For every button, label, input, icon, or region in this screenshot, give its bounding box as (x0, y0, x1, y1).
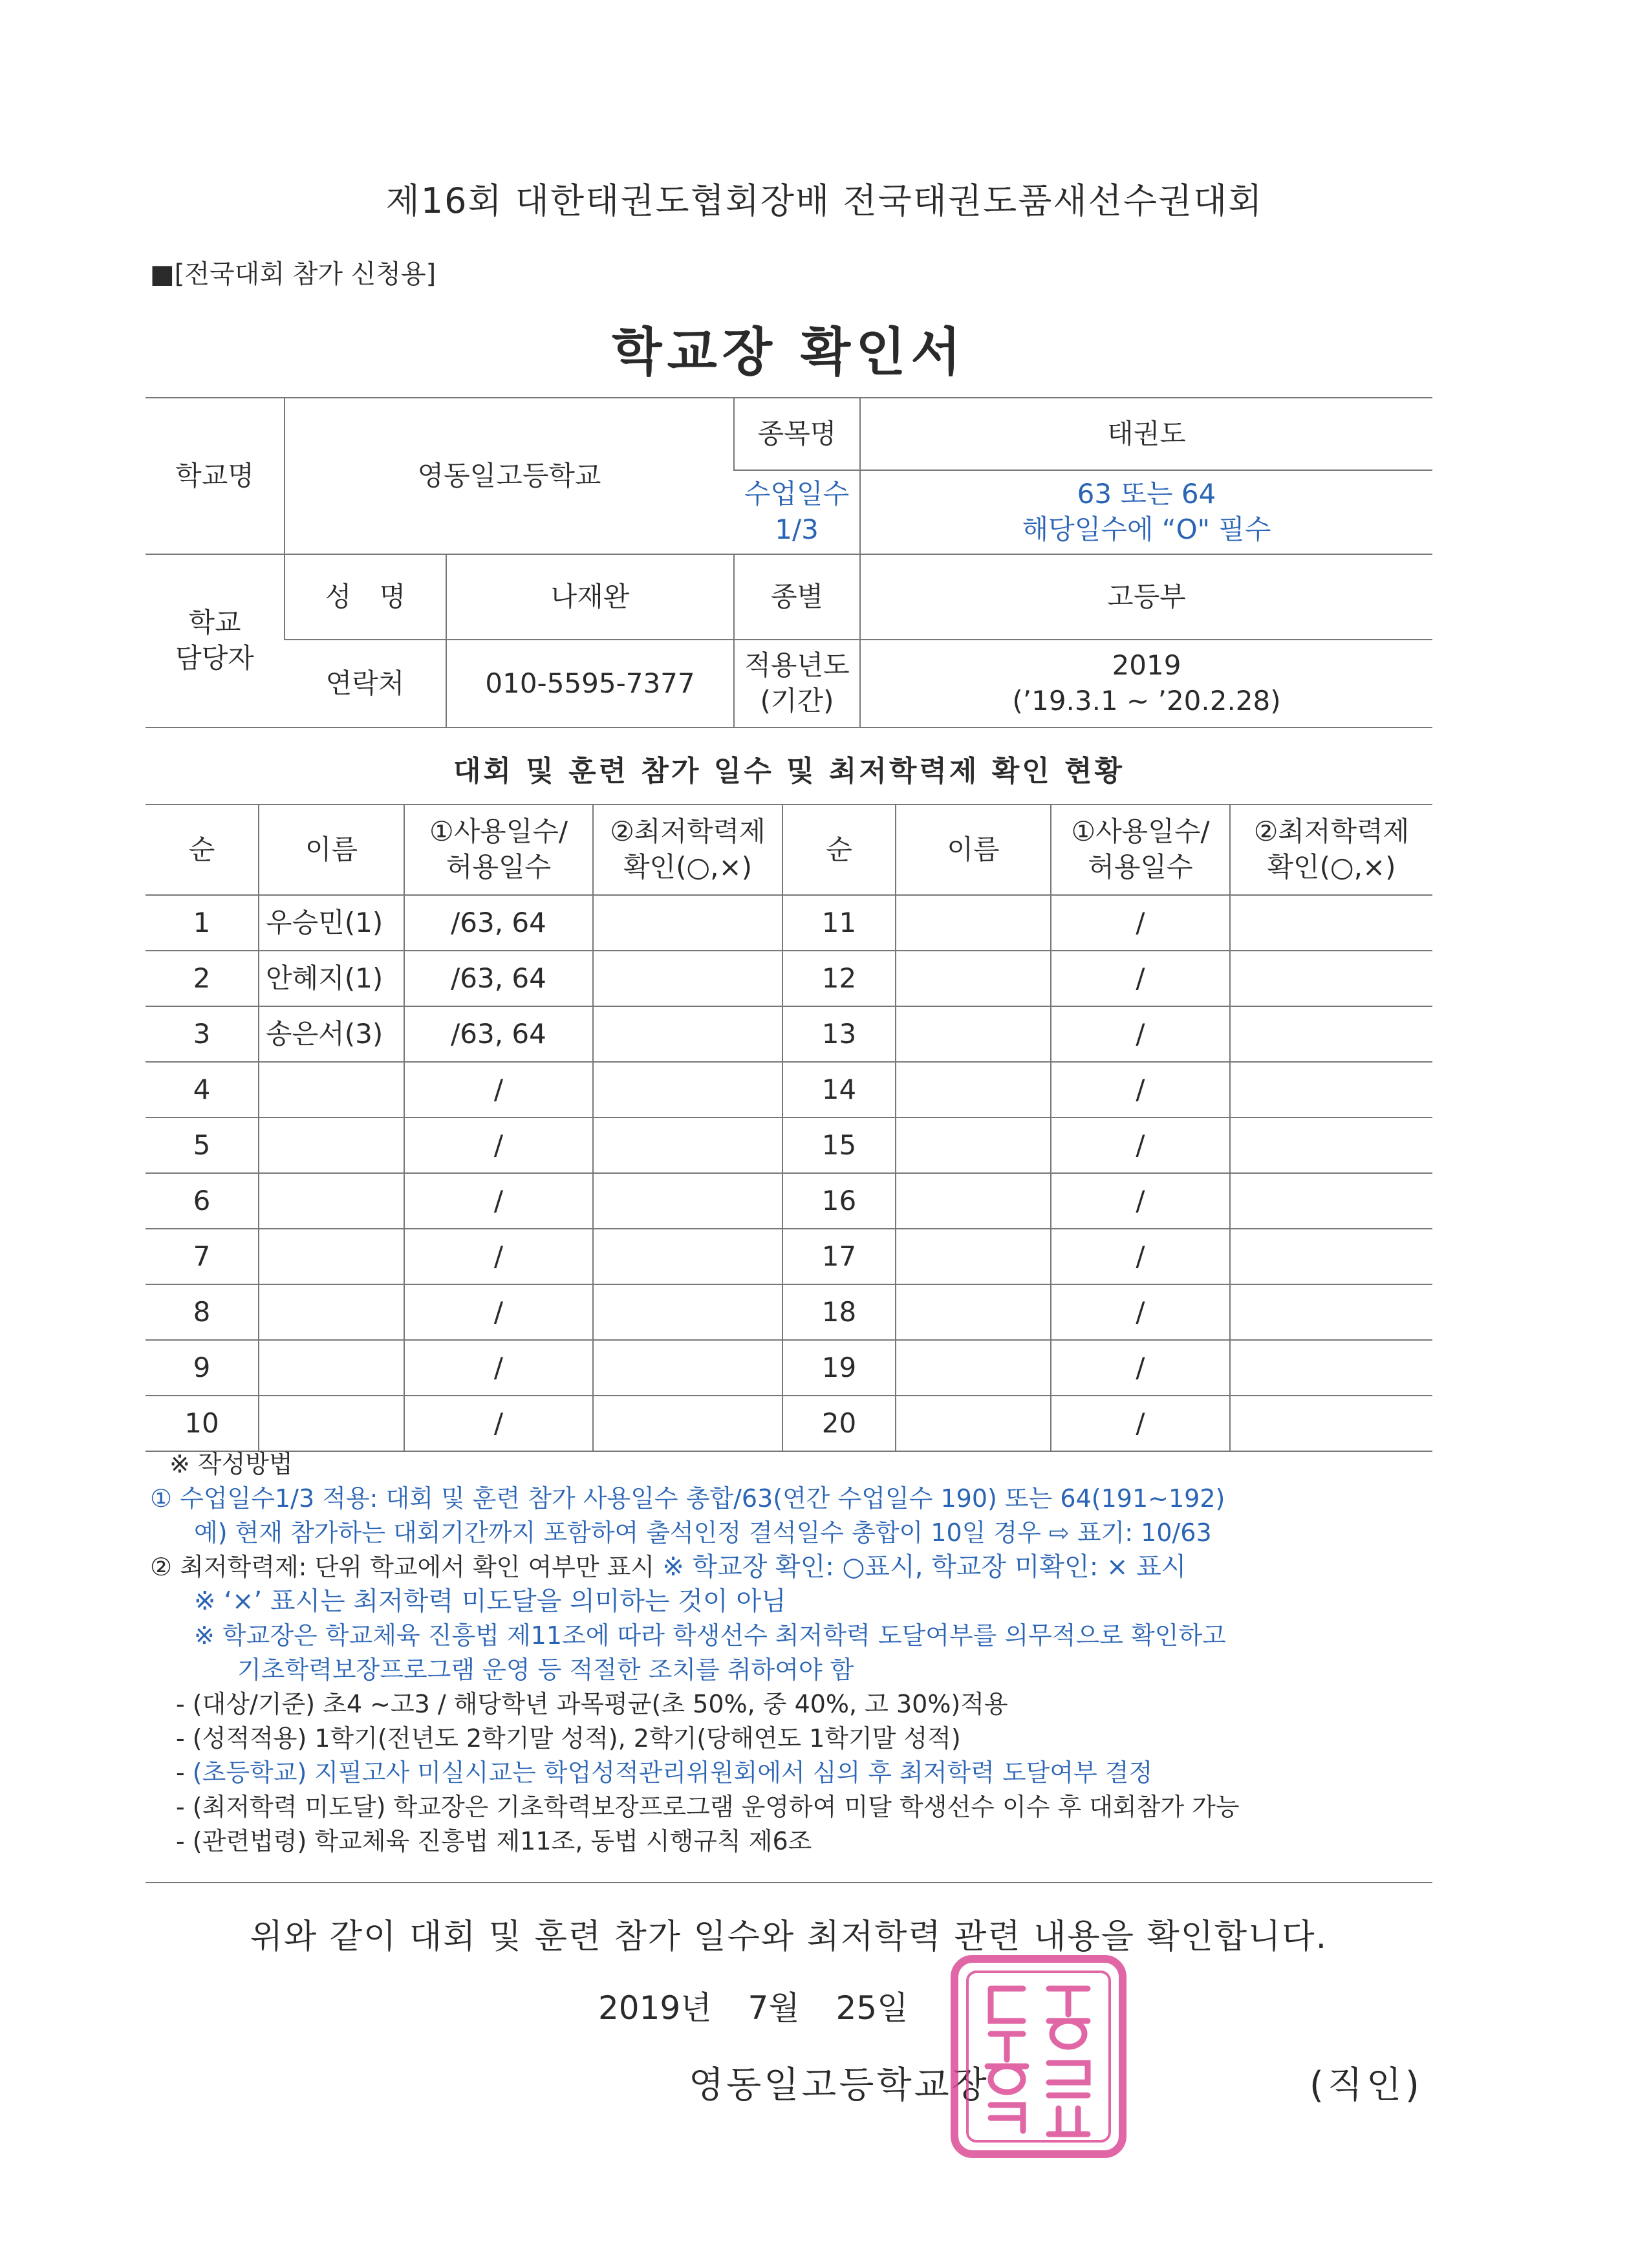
roster-days: / (1051, 1062, 1230, 1118)
table-row (146, 1229, 1432, 1284)
roster-name (259, 1173, 404, 1229)
col-days-left-line2: 허용일수 (446, 851, 552, 883)
roster-name (896, 1340, 1051, 1396)
col-no-left: 순 (146, 805, 259, 895)
contact-person-label (146, 554, 285, 728)
roster-days: /63, 64 (404, 1006, 593, 1062)
year-label-line2: (기간) (760, 685, 834, 717)
roster-check (1230, 895, 1432, 951)
roster-check (1230, 1284, 1432, 1340)
roster-no: 18 (782, 1284, 896, 1340)
table-row (146, 1062, 1432, 1118)
phone-label: 연락처 (285, 640, 446, 728)
roster-days: / (404, 1340, 593, 1396)
category-value: 고등부 (860, 554, 1432, 640)
roster-check (593, 1118, 782, 1173)
note-7-dash: - (176, 1758, 193, 1787)
roster-days: / (404, 1396, 593, 1451)
seal-border (954, 1959, 1123, 2154)
school-name-label: 학교명 (146, 398, 285, 554)
event-label: 종목명 (734, 398, 860, 470)
year-label (734, 640, 860, 728)
roster-no: 12 (782, 951, 896, 1006)
roster-name: 송은서(3) (259, 1006, 404, 1062)
note-3: ※ ‘×’ 표시는 최저학력 미도달을 의미하는 것이 아님 (194, 1586, 786, 1616)
roster-name (259, 1284, 404, 1340)
table-row (146, 1340, 1432, 1396)
contact-person-label-line2: 담당자 (175, 642, 254, 674)
participation-roster-table (146, 804, 1432, 1452)
roster-no: 7 (146, 1229, 259, 1284)
roster-no: 3 (146, 1006, 259, 1062)
writing-instructions (150, 1447, 1443, 1859)
table-row (146, 1284, 1432, 1340)
roster-check (593, 1229, 782, 1284)
school-days-value-line2: 해당일수에 “O" 필수 (1022, 513, 1271, 545)
roster-days: / (404, 1229, 593, 1284)
document-title: 학교장 확인서 (612, 322, 966, 382)
roster-name (896, 1396, 1051, 1451)
roster-days: / (404, 1284, 593, 1340)
roster-no: 1 (146, 895, 259, 951)
note-2-prefix: ② 최저학력제: 단위 학교에서 확인 여부만 표시 (150, 1553, 655, 1581)
roster-no: 16 (782, 1173, 896, 1229)
note-9: - (관련법령) 학교체육 진흥법 제11조, 동법 시행규칙 제6조 (176, 1827, 812, 1855)
roster-check (1230, 1340, 1432, 1396)
phone-value: 010-5595-7377 (446, 640, 734, 728)
roster-check (1230, 1006, 1432, 1062)
roster-no: 8 (146, 1284, 259, 1340)
roster-no: 10 (146, 1396, 259, 1451)
roster-name (896, 1173, 1051, 1229)
roster-name (896, 1006, 1051, 1062)
notes-heading: ※ 작성방법 (169, 1450, 293, 1478)
roster-days: / (1051, 951, 1230, 1006)
school-info-table (146, 397, 1432, 728)
issue-date: 2019년 7월 25일 (598, 1989, 909, 2027)
table-row (146, 1006, 1432, 1062)
roster-check (593, 1284, 782, 1340)
roster-check (1230, 1118, 1432, 1173)
school-days-label-line1: 수업일수 (744, 478, 850, 510)
roster-no: 14 (782, 1062, 896, 1118)
roster-check (593, 1396, 782, 1451)
roster-check (593, 1062, 782, 1118)
roster-days: /63, 64 (404, 895, 593, 951)
roster-name: 안혜지(1) (259, 951, 404, 1006)
year-label-line1: 적용년도 (744, 649, 850, 682)
form-tag: ■[전국대회 참가 신청용] (150, 259, 436, 289)
roster-check (593, 1006, 782, 1062)
note-7-blue: (초등학교) 지필고사 미실시교는 학업성적관리위원회에서 심의 후 최저학력 도달여부 결정 (192, 1758, 1153, 1787)
roster-days: / (1051, 1396, 1230, 1451)
event-value: 태권도 (860, 398, 1432, 470)
roster-check (593, 1340, 782, 1396)
col-days-right-line1: ①사용일수/ (1071, 815, 1210, 848)
note-5: - (대상/기준) 초4 ~고3 / 해당학년 과목평균(초 50%, 중 40%, 고 30%)적용 (176, 1690, 1008, 1718)
roster-no: 9 (146, 1340, 259, 1396)
year-value (860, 640, 1432, 728)
roster-no: 19 (782, 1340, 896, 1396)
notes-bottom-rule (146, 1882, 1432, 1883)
roster-name (896, 1284, 1051, 1340)
roster-days: / (1051, 895, 1230, 951)
col-check-left-line1: ②최저학력제 (610, 815, 766, 848)
col-no-right: 순 (782, 805, 896, 895)
roster-name (896, 1229, 1051, 1284)
roster-days: / (1051, 1118, 1230, 1173)
note-1b: 예) 현재 참가하는 대회기간까지 포함하여 출석인정 결석일수 총합이 10일 경우 ⇨ 표기: 10/63 (194, 1518, 1212, 1547)
roster-check (1230, 1173, 1432, 1229)
name-label: 성 명 (285, 554, 446, 640)
principal-title: 영동일고등학교장 (689, 2064, 989, 2106)
roster-days: / (404, 1118, 593, 1173)
roster-check (593, 895, 782, 951)
col-days-left-line1: ①사용일수/ (429, 815, 568, 848)
roster-body (146, 895, 1432, 1451)
contact-person-label-line1: 학교 (188, 607, 241, 639)
roster-header-row (146, 805, 1432, 895)
seal-glyphs (987, 1989, 1088, 2134)
school-days-value-line1: 63 또는 64 (1077, 478, 1216, 510)
event-title: 제16회 대한태권도협회장배 전국태권도품새선수권대회 (385, 180, 1264, 221)
table-row (146, 1173, 1432, 1229)
category-label: 종별 (734, 554, 860, 640)
roster-no: 17 (782, 1229, 896, 1284)
col-days-left (404, 805, 593, 895)
roster-days: / (1051, 1006, 1230, 1062)
roster-check (1230, 951, 1432, 1006)
roster-name (896, 1118, 1051, 1173)
col-check-right (1230, 805, 1432, 895)
table-row (146, 1396, 1432, 1451)
roster-no: 11 (782, 895, 896, 951)
col-check-left (593, 805, 782, 895)
col-check-right-line1: ②최저학력제 (1253, 815, 1410, 848)
note-7 (150, 1756, 1443, 1790)
col-check-right-line2: 확인(○,×) (1267, 851, 1396, 883)
roster-no: 4 (146, 1062, 259, 1118)
roster-name: 우승민(1) (259, 895, 404, 951)
table-row (146, 895, 1432, 951)
roster-name (896, 895, 1051, 951)
roster-days: / (1051, 1284, 1230, 1340)
col-name-left: 이름 (259, 805, 404, 895)
name-value: 나재완 (446, 554, 734, 640)
roster-days: / (1051, 1229, 1230, 1284)
roster-check (1230, 1229, 1432, 1284)
note-8: - (최저학력 미도달) 학교장은 기초학력보장프로그램 운영하여 미달 학생선수 이수 후 대회참가 가능 (176, 1793, 1240, 1821)
official-seal-stamp (945, 1950, 1132, 2163)
roster-check (1230, 1396, 1432, 1451)
roster-no: 5 (146, 1118, 259, 1173)
roster-no: 2 (146, 951, 259, 1006)
note-6: - (성적적용) 1학기(전년도 2학기말 성적), 2학기(당해연도 1학기말 성적) (176, 1724, 961, 1753)
col-days-right (1051, 805, 1230, 895)
roster-days: / (404, 1062, 593, 1118)
school-days-label-line2: 1/3 (775, 513, 819, 545)
roster-name (259, 1062, 404, 1118)
confirmation-statement: 위와 같이 대회 및 훈련 참가 일수와 최저학력 관련 내용을 확인합니다. (250, 1917, 1328, 1956)
year-value-line1: 2019 (1112, 649, 1181, 682)
table-row (146, 951, 1432, 1006)
roster-days: / (1051, 1173, 1230, 1229)
roster-days: / (1051, 1340, 1230, 1396)
col-days-right-line2: 허용일수 (1088, 851, 1193, 883)
official-seal-label: (직인) (1310, 2064, 1423, 2106)
roster-name (896, 951, 1051, 1006)
roster-no: 13 (782, 1006, 896, 1062)
roster-days: / (404, 1173, 593, 1229)
roster-check (593, 951, 782, 1006)
school-days-label (734, 470, 860, 554)
note-2-blue: ※ 학교장 확인: ○표시, 학교장 미확인: × 표시 (662, 1552, 1187, 1582)
roster-days: /63, 64 (404, 951, 593, 1006)
roster-check (593, 1173, 782, 1229)
note-2 (150, 1550, 1443, 1584)
roster-section-title: 대회 및 훈련 참가 일수 및 최저학력제 확인 현황 (453, 755, 1125, 788)
roster-name (259, 1340, 404, 1396)
school-days-value (860, 470, 1432, 554)
year-value-line2: (’19.3.1 ~ ’20.2.28) (1012, 685, 1281, 717)
roster-no: 15 (782, 1118, 896, 1173)
roster-name (896, 1062, 1051, 1118)
note-4a: ※ 학교장은 학교체육 진흥법 제11조에 따라 학생선수 최저학력 도달여부를 의무적으로 확인하고 (194, 1621, 1226, 1650)
col-name-right: 이름 (896, 805, 1051, 895)
roster-no: 6 (146, 1173, 259, 1229)
roster-name (259, 1118, 404, 1173)
school-name-value: 영동일고등학교 (285, 398, 734, 554)
roster-name (259, 1229, 404, 1284)
table-row (146, 1118, 1432, 1173)
roster-no: 20 (782, 1396, 896, 1451)
roster-name (259, 1396, 404, 1451)
note-1a: ① 수업일수1/3 적용: 대회 및 훈련 참가 사용일수 총합/63(연간 수업일수 190) 또는 64(191~192) (150, 1484, 1225, 1513)
roster-check (1230, 1062, 1432, 1118)
note-4b: 기초학력보장프로그램 운영 등 적절한 조치를 취하여야 함 (237, 1656, 854, 1684)
col-check-left-line2: 확인(○,×) (623, 851, 753, 883)
